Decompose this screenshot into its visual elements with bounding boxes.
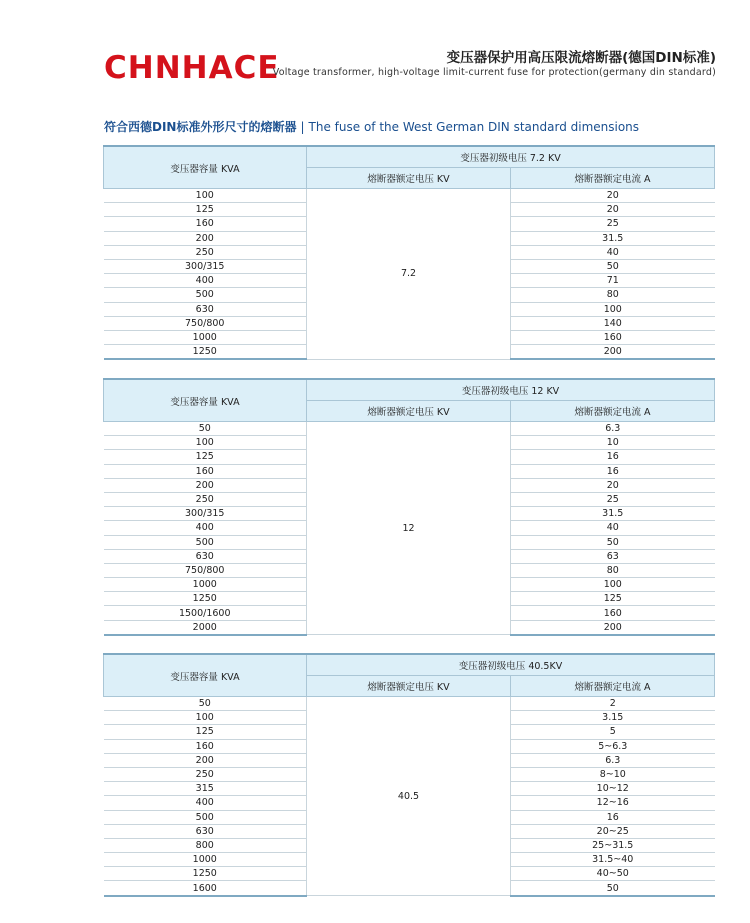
fuse-table [103,653,715,897]
cell-rated-current: 16 [511,810,715,824]
cell-rated-current: 160 [511,330,715,344]
header-primary-voltage: 变压器初级电压 40.5KV [307,654,715,676]
cell-kva: 250 [104,245,307,259]
cell-rated-current: 71 [511,274,715,288]
cell-rated-current: 8~10 [511,767,715,781]
cell-kva: 200 [104,753,307,767]
cell-rated-current: 200 [511,345,715,360]
cell-kva: 160 [104,739,307,753]
cell-kva: 1250 [104,592,307,606]
cell-kva: 125 [104,203,307,217]
header-kva: 变压器容量 KVA [104,146,307,189]
cell-kva: 300/315 [104,259,307,273]
header-rated-voltage: 熔断器额定电压 KV [307,401,511,422]
cell-kva: 125 [104,725,307,739]
cell-rated-current: 10 [511,436,715,450]
cell-kva: 50 [104,422,307,436]
cell-kva: 500 [104,535,307,549]
cell-rated-current: 25~31.5 [511,838,715,852]
cell-rated-current: 63 [511,549,715,563]
cell-rated-voltage: 12 [307,422,511,635]
cell-rated-current: 50 [511,881,715,896]
cell-rated-current: 200 [511,620,715,635]
cell-kva: 1000 [104,578,307,592]
header-rated-current: 熔断器额定电流 A [511,401,715,422]
cell-rated-current: 40 [511,521,715,535]
cell-rated-current: 125 [511,592,715,606]
cell-rated-current: 50 [511,535,715,549]
cell-kva: 100 [104,189,307,203]
cell-rated-current: 10~12 [511,782,715,796]
section-title-separator: | [300,120,305,134]
section-title-en: The fuse of the West German DIN standard dimensions [308,120,640,134]
cell-rated-current: 160 [511,606,715,620]
cell-kva: 250 [104,492,307,506]
header-kva: 变压器容量 KVA [104,654,307,697]
cell-kva: 300/315 [104,507,307,521]
cell-rated-current: 20 [511,478,715,492]
cell-rated-current: 25 [511,217,715,231]
cell-kva: 200 [104,478,307,492]
cell-kva: 125 [104,450,307,464]
cell-rated-voltage: 40.5 [307,697,511,896]
cell-kva: 1250 [104,345,307,360]
cell-rated-current: 16 [511,464,715,478]
cell-kva: 315 [104,782,307,796]
cell-kva: 400 [104,521,307,535]
cell-rated-current: 12~16 [511,796,715,810]
cell-rated-current: 2 [511,697,715,711]
header-rated-current: 熔断器额定电流 A [511,168,715,189]
table-row [104,697,715,711]
cell-kva: 630 [104,549,307,563]
cell-kva: 200 [104,231,307,245]
brand-logo: CHNHACE [104,50,280,86]
table-row [104,189,715,203]
page-title-cn: 变压器保护用高压限流熔断器(德国DIN标准) [446,50,716,66]
cell-kva: 100 [104,711,307,725]
header-kva: 变压器容量 KVA [104,379,307,422]
cell-rated-current: 100 [511,578,715,592]
fuse-table [103,378,715,636]
cell-kva: 2000 [104,620,307,635]
cell-rated-current: 140 [511,316,715,330]
cell-kva: 160 [104,464,307,478]
cell-kva: 1500/1600 [104,606,307,620]
cell-rated-current: 31.5 [511,231,715,245]
cell-rated-current: 40~50 [511,867,715,881]
cell-rated-current: 6.3 [511,753,715,767]
cell-rated-current: 80 [511,288,715,302]
cell-kva: 1000 [104,853,307,867]
cell-kva: 800 [104,838,307,852]
cell-kva: 50 [104,697,307,711]
cell-rated-current: 50 [511,259,715,273]
fuse-table [103,145,715,360]
header-rated-current: 熔断器额定电流 A [511,676,715,697]
cell-rated-current: 20 [511,203,715,217]
cell-rated-current: 20~25 [511,824,715,838]
cell-kva: 1600 [104,881,307,896]
cell-rated-current: 5~6.3 [511,739,715,753]
cell-rated-current: 16 [511,450,715,464]
header-rated-voltage: 熔断器额定电压 KV [307,168,511,189]
cell-rated-current: 31.5~40 [511,853,715,867]
table-row [104,422,715,436]
header-rated-voltage: 熔断器额定电压 KV [307,676,511,697]
cell-kva: 500 [104,288,307,302]
cell-rated-current: 25 [511,492,715,506]
cell-rated-current: 100 [511,302,715,316]
cell-rated-current: 80 [511,563,715,577]
cell-kva: 750/800 [104,316,307,330]
cell-kva: 500 [104,810,307,824]
cell-rated-current: 20 [511,189,715,203]
cell-kva: 630 [104,302,307,316]
section-title [104,118,639,135]
cell-rated-current: 31.5 [511,507,715,521]
cell-rated-current: 6.3 [511,422,715,436]
cell-kva: 1250 [104,867,307,881]
cell-rated-current: 3.15 [511,711,715,725]
cell-rated-current: 5 [511,725,715,739]
cell-kva: 1000 [104,330,307,344]
cell-kva: 160 [104,217,307,231]
cell-kva: 100 [104,436,307,450]
page-title-en: Voltage transformer, high-voltage limit-current fuse for protection(germany din standard) [272,67,716,78]
cell-kva: 630 [104,824,307,838]
cell-kva: 750/800 [104,563,307,577]
header-primary-voltage: 变压器初级电压 12 KV [307,379,715,401]
cell-kva: 400 [104,796,307,810]
section-title-cn: 符合西德DIN标准外形尺寸的熔断器 [104,120,297,134]
header-primary-voltage: 变压器初级电压 7.2 KV [307,146,715,168]
cell-kva: 250 [104,767,307,781]
cell-kva: 400 [104,274,307,288]
cell-rated-voltage: 7.2 [307,189,511,360]
cell-rated-current: 40 [511,245,715,259]
